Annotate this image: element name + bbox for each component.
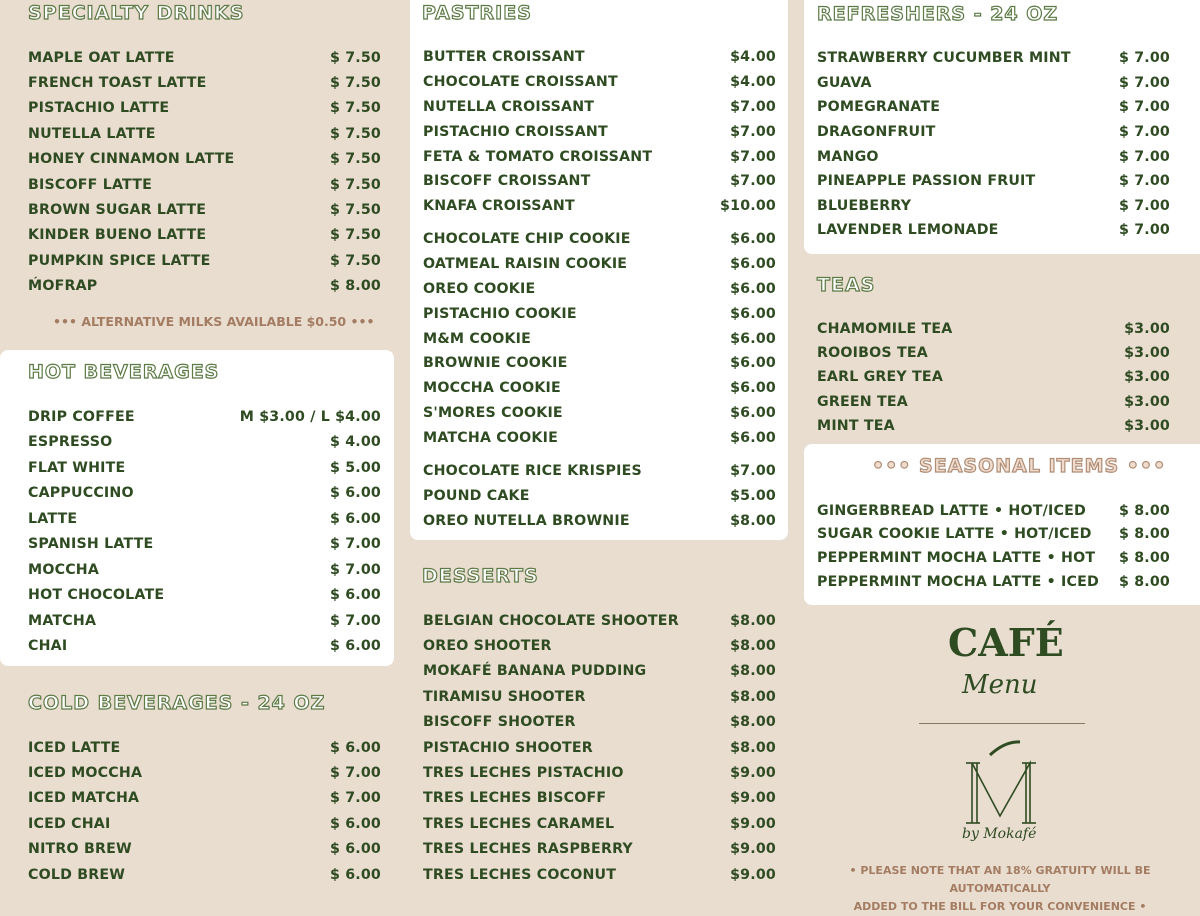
menu-item — [817, 194, 1170, 219]
menu-item-name: MOKAFÉ BANANA PUDDING — [423, 663, 647, 680]
menu-item-name: CHOCOLATE CROISSANT — [423, 74, 618, 91]
menu-item — [28, 532, 381, 558]
menu-item-name: CHAI — [28, 638, 68, 655]
menu-item-price: $4.00 — [730, 74, 776, 91]
menu-item-name: LAVENDER LEMONADE — [817, 222, 999, 239]
menu-item-name: BISCOFF CROISSANT — [423, 173, 591, 190]
menu-item — [817, 546, 1170, 570]
menu-item — [423, 509, 776, 534]
menu-item-name: S'MORES COOKIE — [423, 404, 563, 421]
refreshers-title: REFRESHERS - 24 OZ — [817, 3, 1059, 25]
menu-item-name: BUTTER CROISSANT — [423, 49, 585, 66]
menu-item — [817, 523, 1170, 547]
menu-item-price: $6.00 — [730, 429, 776, 446]
menu-item-name: TRES LECHES COCONUT — [423, 866, 617, 883]
branding-divider — [919, 723, 1085, 724]
menu-item — [28, 786, 381, 811]
menu-item-name: DRIP COFFEE — [28, 408, 135, 425]
menu-item-name: PISTACHIO COOKIE — [423, 305, 577, 322]
menu-item — [817, 317, 1170, 341]
other-pastries-list — [423, 459, 776, 533]
menu-item-price: $7.00 — [730, 98, 776, 115]
alternative-milks-note: ••• ALTERNATIVE MILKS AVAILABLE $0.50 ••• — [53, 314, 375, 329]
menu-item-name: FETA & TOMATO CROISSANT — [423, 148, 653, 165]
menu-item-price: $ 7.50 — [329, 100, 381, 117]
menu-item — [423, 252, 776, 277]
menu-item-name: EARL GREY TEA — [817, 369, 943, 386]
menu-item-name: SUGAR COOKIE LATTE • HOT/ICED — [817, 526, 1092, 543]
menu-item-name: TRES LECHES BISCOFF — [423, 790, 607, 807]
menu-item-price: $ 7.50 — [329, 125, 381, 142]
menu-item-price: $8.00 — [730, 714, 776, 731]
menu-item-price: $ 7.50 — [329, 202, 381, 219]
menu-item — [423, 376, 776, 401]
menu-item-price: $ 7.00 — [1118, 148, 1170, 165]
menu-item-price: $3.00 — [1124, 321, 1170, 338]
menu-item-price: $8.00 — [730, 638, 776, 655]
menu-item-name: ḾOFRAP — [28, 278, 98, 295]
menu-item-name: PISTACHIO CROISSANT — [423, 123, 608, 140]
menu-item — [423, 760, 776, 785]
menu-item-name: NUTELLA LATTE — [28, 125, 156, 142]
menu-item-name: STRAWBERRY CUCUMBER MINT — [817, 50, 1071, 67]
menu-item-price: $6.00 — [730, 231, 776, 248]
menu-item-name: ICED MOCCHA — [28, 765, 143, 782]
menu-item-price: $7.00 — [730, 148, 776, 165]
menu-item — [423, 277, 776, 302]
menu-item — [423, 608, 776, 633]
menu-item-name: MINT TEA — [817, 417, 895, 434]
menu-item-price: $ 7.00 — [1118, 197, 1170, 214]
menu-item — [28, 583, 381, 609]
menu-item-price: $8.00 — [730, 688, 776, 705]
menu-item — [423, 837, 776, 862]
menu-item-price: $6.00 — [730, 280, 776, 297]
menu-item-name: ICED LATTE — [28, 739, 121, 756]
menu-item — [28, 248, 381, 273]
menu-item-name: BELGIAN CHOCOLATE SHOOTER — [423, 612, 679, 629]
menu-item-name: MOCCHA COOKIE — [423, 380, 561, 397]
menu-item-name: ESPRESSO — [28, 434, 113, 451]
cookies-list — [423, 227, 776, 450]
menu-item-price: $7.00 — [730, 123, 776, 140]
seasonal-list — [817, 499, 1170, 593]
cold-beverages-list — [28, 735, 381, 887]
menu-item-name: NITRO BREW — [28, 841, 132, 858]
menu-item-name: BROWNIE COOKIE — [423, 355, 568, 372]
menu-item-price: $10.00 — [720, 198, 776, 215]
menu-item-price: $8.00 — [730, 512, 776, 529]
menu-item — [28, 634, 381, 660]
menu-item-name: PINEAPPLE PASSION FRUIT — [817, 173, 1036, 190]
hot-beverages-list — [28, 404, 381, 659]
menu-item-name: OREO COOKIE — [423, 280, 536, 297]
menu-item — [817, 365, 1170, 389]
menu-script: Menu — [962, 670, 1038, 700]
menu-item-name: PEPPERMINT MOCHA LATTE • HOT — [817, 549, 1096, 566]
menu-item — [28, 811, 381, 836]
menu-item — [817, 120, 1170, 145]
menu-item — [423, 633, 776, 658]
menu-item — [817, 46, 1170, 71]
menu-item — [423, 684, 776, 709]
menu-item — [423, 425, 776, 450]
menu-item-price: $ 7.50 — [329, 252, 381, 269]
menu-item-price: $ 8.00 — [1118, 502, 1170, 519]
menu-item-name: KINDER BUENO LATTE — [28, 227, 207, 244]
menu-item-name: BROWN SUGAR LATTE — [28, 202, 207, 219]
menu-item — [28, 70, 381, 95]
menu-item-price: $9.00 — [730, 866, 776, 883]
menu-item — [28, 837, 381, 862]
menu-item-price: $ 7.00 — [1118, 50, 1170, 67]
menu-item-price: $6.00 — [730, 355, 776, 372]
menu-item-price: $ 4.00 — [329, 434, 381, 451]
menu-item-name: BISCOFF LATTE — [28, 176, 152, 193]
menu-item — [817, 169, 1170, 194]
menu-item-price: $7.00 — [730, 173, 776, 190]
menu-item — [423, 301, 776, 326]
specialty-drinks-list — [28, 45, 381, 299]
menu-item — [28, 455, 381, 481]
menu-item — [423, 95, 776, 120]
menu-item — [423, 326, 776, 351]
menu-item — [28, 96, 381, 121]
menu-item-name: BISCOFF SHOOTER — [423, 714, 576, 731]
menu-item-price: $ 7.00 — [1118, 173, 1170, 190]
menu-item-price: $ 6.00 — [329, 638, 381, 655]
menu-item — [28, 121, 381, 146]
menu-item-price: $3.00 — [1124, 369, 1170, 386]
menu-item — [423, 194, 776, 219]
specialty-drinks-title: SPECIALTY DRINKS — [28, 2, 245, 24]
menu-item — [423, 484, 776, 509]
menu-item — [28, 274, 381, 299]
menu-item-name: CHOCOLATE RICE KRISPIES — [423, 463, 642, 480]
menu-item-name: NUTELLA CROISSANT — [423, 98, 595, 115]
menu-item-name: OREO SHOOTER — [423, 638, 552, 655]
menu-item-name: MOCCHA — [28, 561, 100, 578]
menu-item — [817, 390, 1170, 414]
menu-item — [817, 570, 1170, 594]
menu-item-price: $ 6.00 — [329, 587, 381, 604]
menu-item-name: TRES LECHES CARAMEL — [423, 815, 615, 832]
menu-item-price: $6.00 — [730, 256, 776, 273]
mokafe-logo — [960, 738, 1044, 856]
menu-item — [817, 71, 1170, 96]
menu-item — [423, 70, 776, 95]
menu-item-price: $ 6.00 — [329, 866, 381, 883]
menu-item-price: $ 6.00 — [329, 485, 381, 502]
menu-item-name: PUMPKIN SPICE LATTE — [28, 252, 211, 269]
menu-item-name: GINGERBREAD LATTE • HOT/ICED — [817, 502, 1086, 519]
menu-item-price: $ 7.50 — [329, 151, 381, 168]
menu-item — [28, 481, 381, 507]
menu-item-price: $9.00 — [730, 841, 776, 858]
menu-item-price: $ 7.00 — [329, 612, 381, 629]
menu-item-price: $ 7.00 — [329, 765, 381, 782]
menu-item-price: $ 8.00 — [329, 278, 381, 295]
menu-item-name: MATCHA COOKIE — [423, 429, 558, 446]
menu-item-name: OREO NUTELLA BROWNIE — [423, 512, 630, 529]
cold-beverages-title: COLD BEVERAGES - 24 OZ — [28, 692, 326, 714]
menu-item-price: $ 7.00 — [329, 536, 381, 553]
menu-item-price: $3.00 — [1124, 417, 1170, 434]
menu-item — [28, 557, 381, 583]
menu-item — [423, 169, 776, 194]
menu-item-price: $ 7.00 — [1118, 124, 1170, 141]
gratuity-line-1: • PLEASE NOTE THAT AN 18% GRATUITY WILL BE AUTOMATICALLY — [849, 864, 1151, 895]
menu-item-name: HONEY CINNAMON LATTE — [28, 151, 235, 168]
menu-item — [28, 197, 381, 222]
menu-item-name: OATMEAL RAISIN COOKIE — [423, 256, 628, 273]
menu-item-name: FLAT WHITE — [28, 459, 126, 476]
menu-item-price: $ 6.00 — [329, 841, 381, 858]
menu-item-price: $ 8.00 — [1118, 573, 1170, 590]
menu-item — [817, 95, 1170, 120]
menu-item — [423, 786, 776, 811]
menu-item-price: $ 5.00 — [329, 459, 381, 476]
menu-item-name: TIRAMISU SHOOTER — [423, 688, 586, 705]
cafe-heading: CAFÉ — [948, 620, 1064, 665]
menu-item-price: $ 7.50 — [329, 75, 381, 92]
menu-item-price: $8.00 — [730, 663, 776, 680]
menu-item — [423, 351, 776, 376]
menu-item-price: $9.00 — [730, 765, 776, 782]
menu-item-name: LATTE — [28, 510, 78, 527]
menu-item-name: MATCHA — [28, 612, 97, 629]
menu-item-name: BLUEBERRY — [817, 197, 912, 214]
menu-item — [28, 506, 381, 532]
menu-item-price: $3.00 — [1124, 345, 1170, 362]
menu-item-price: $ 6.00 — [329, 815, 381, 832]
menu-item-name: PISTACHIO SHOOTER — [423, 739, 593, 756]
menu-item — [423, 144, 776, 169]
menu-item-name: PISTACHIO LATTE — [28, 100, 170, 117]
pastries-title: PASTRIES — [422, 2, 532, 24]
seasonal-title: ••• SEASONAL ITEMS ••• — [872, 455, 1167, 477]
menu-item-price: $ 6.00 — [329, 739, 381, 756]
menu-item-price: $6.00 — [730, 404, 776, 421]
menu-item-price: $ 7.00 — [1118, 74, 1170, 91]
menu-item-name: PEPPERMINT MOCHA LATTE • ICED — [817, 573, 1099, 590]
menu-item-name: POUND CAKE — [423, 488, 530, 505]
teas-title: TEAS — [817, 274, 876, 296]
menu-item-name: ROOIBOS TEA — [817, 345, 928, 362]
menu-item-name: MAPLE OAT LATTE — [28, 49, 175, 66]
menu-item-price: $9.00 — [730, 815, 776, 832]
menu-item-name: CHOCOLATE CHIP COOKIE — [423, 231, 631, 248]
logo-subtitle: by Mokafé — [962, 826, 1037, 842]
menu-item-price: $ 7.50 — [329, 227, 381, 244]
menu-item-price: $ 7.00 — [1118, 222, 1170, 239]
menu-item-price: $6.00 — [730, 305, 776, 322]
menu-item-price: $8.00 — [730, 739, 776, 756]
menu-item — [423, 119, 776, 144]
menu-item — [28, 735, 381, 760]
menu-item — [28, 862, 381, 887]
menu-item-price: $ 7.50 — [329, 176, 381, 193]
menu-item — [423, 862, 776, 887]
menu-item-price: $8.00 — [730, 612, 776, 629]
menu-item — [423, 45, 776, 70]
menu-item-price: $4.00 — [730, 49, 776, 66]
menu-item-price: $ 7.00 — [329, 561, 381, 578]
menu-item-name: KNAFA CROISSANT — [423, 198, 575, 215]
menu-item — [423, 459, 776, 484]
menu-item — [423, 811, 776, 836]
menu-item-price: $6.00 — [730, 330, 776, 347]
menu-item-price: M $3.00 / L $4.00 — [239, 408, 381, 425]
gratuity-line-2: ADDED TO THE BILL FOR YOUR CONVENIENCE • — [853, 900, 1147, 913]
menu-item — [28, 223, 381, 248]
menu-item-price: $ 8.00 — [1118, 549, 1170, 566]
menu-item-price: $9.00 — [730, 790, 776, 807]
menu-item-price: $3.00 — [1124, 393, 1170, 410]
croissants-list — [423, 45, 776, 219]
menu-item-price: $6.00 — [730, 380, 776, 397]
menu-item-name: TRES LECHES PISTACHIO — [423, 765, 624, 782]
menu-item — [423, 735, 776, 760]
menu-item — [28, 147, 381, 172]
menu-item-price: $ 7.00 — [329, 790, 381, 807]
menu-item — [817, 218, 1170, 243]
menu-item — [817, 499, 1170, 523]
menu-item — [28, 172, 381, 197]
menu-item — [423, 659, 776, 684]
refreshers-list — [817, 46, 1170, 243]
menu-item-name: HOT CHOCOLATE — [28, 587, 165, 604]
menu-item-name: MANGO — [817, 148, 879, 165]
menu-item — [28, 430, 381, 456]
menu-item — [817, 414, 1170, 438]
desserts-title: DESSERTS — [422, 565, 539, 587]
desserts-list — [423, 608, 776, 887]
menu-item — [423, 227, 776, 252]
menu-item — [28, 45, 381, 70]
menu-item-name: CHAMOMILE TEA — [817, 321, 953, 338]
menu-item — [423, 401, 776, 426]
menu-item-name: SPANISH LATTE — [28, 536, 154, 553]
menu-item — [28, 760, 381, 785]
menu-item-name: POMEGRANATE — [817, 99, 941, 116]
menu-item-price: $7.00 — [730, 463, 776, 480]
gratuity-note — [815, 862, 1185, 916]
menu-item-name: DRAGONFRUIT — [817, 124, 936, 141]
menu-item-name: FRENCH TOAST LATTE — [28, 75, 207, 92]
menu-item-name: M&M COOKIE — [423, 330, 532, 347]
menu-item-price: $5.00 — [730, 488, 776, 505]
menu-item — [28, 404, 381, 430]
menu-item-name: GREEN TEA — [817, 393, 908, 410]
hot-beverages-title: HOT BEVERAGES — [28, 361, 220, 383]
menu-item-name: CAPPUCCINO — [28, 485, 134, 502]
menu-item-name: GUAVA — [817, 74, 872, 91]
menu-item — [28, 608, 381, 634]
menu-item — [817, 144, 1170, 169]
menu-item-name: ICED CHAI — [28, 815, 111, 832]
menu-item — [423, 710, 776, 735]
menu-item-price: $ 7.50 — [329, 49, 381, 66]
menu-item-price: $ 6.00 — [329, 510, 381, 527]
menu-item — [817, 341, 1170, 365]
teas-list — [817, 317, 1170, 438]
menu-item-price: $ 7.00 — [1118, 99, 1170, 116]
menu-item-price: $ 8.00 — [1118, 526, 1170, 543]
menu-item-name: COLD BREW — [28, 866, 126, 883]
menu-item-name: TRES LECHES RASPBERRY — [423, 841, 633, 858]
menu-item-name: ICED MATCHA — [28, 790, 140, 807]
